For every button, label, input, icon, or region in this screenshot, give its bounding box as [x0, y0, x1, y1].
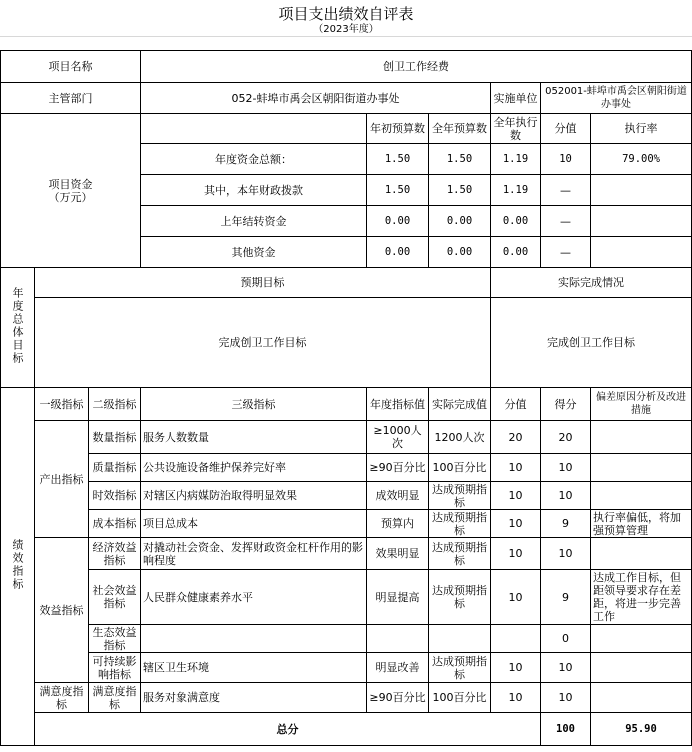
- ind-header-score: 得分: [541, 388, 591, 421]
- funds-header-annual: 全年预算数: [429, 114, 491, 144]
- funds-row-initial: 1.50: [367, 175, 429, 206]
- ind-note: [591, 538, 692, 570]
- ind-score: 10: [541, 454, 591, 482]
- funds-row-initial: 0.00: [367, 237, 429, 268]
- indicators-label-text: 绩效指标: [11, 539, 24, 591]
- empty-grid-row: [0, 36, 692, 51]
- funds-row-name: 上年结转资金: [141, 206, 367, 237]
- ind-note: [591, 653, 692, 683]
- funds-label: [1, 114, 141, 268]
- ind-l3: 项目总成本: [141, 510, 367, 538]
- ind-actual: 100百分比: [429, 454, 491, 482]
- funds-row-executed: 0.00: [491, 237, 541, 268]
- ind-l2: 满意度指标: [89, 683, 141, 713]
- ind-actual: 达成预期指标: [429, 653, 491, 683]
- funds-row-initial: 1.50: [367, 144, 429, 175]
- funds-header-executed: 全年执行数: [491, 114, 541, 144]
- ind-l3: 服务人数数量: [141, 421, 367, 454]
- funds-label-text: 项目资金 （万元）: [48, 177, 93, 204]
- ind-target: 明显改善: [367, 653, 429, 683]
- ind-weight: 20: [491, 421, 541, 454]
- actual-goal-label: 实际完成情况: [491, 268, 692, 298]
- ind-l3: 服务对象满意度: [141, 683, 367, 713]
- ind-header-actual: 实际完成值: [429, 388, 491, 421]
- ind-l1: 产出指标: [35, 421, 89, 538]
- ind-note: [591, 683, 692, 713]
- ind-target: ≥1000人次: [367, 421, 429, 454]
- funds-row-annual: 1.50: [429, 144, 491, 175]
- ind-l2: 可持续影响指标: [89, 653, 141, 683]
- ind-weight: 10: [491, 683, 541, 713]
- ind-l3: 对撬动社会资金、发挥财政资金杠杆作用的影响程度: [141, 538, 367, 570]
- funds-row-annual: 0.00: [429, 206, 491, 237]
- ind-header-l3: 三级指标: [141, 388, 367, 421]
- ind-note: 执行率偏低，将加强预算管理: [591, 510, 692, 538]
- ind-l2: 质量指标: [89, 454, 141, 482]
- ind-l2: 经济效益指标: [89, 538, 141, 570]
- funds-row-annual: 0.00: [429, 237, 491, 268]
- dept-label: 主管部门: [1, 83, 141, 114]
- funds-row-executed: 1.19: [491, 175, 541, 206]
- ind-header-note: 偏差原因分析及改进措施: [591, 388, 692, 421]
- ind-l2: 时效指标: [89, 482, 141, 510]
- ind-l2: 数量指标: [89, 421, 141, 454]
- ind-score: 9: [541, 510, 591, 538]
- funds-row-initial: 0.00: [367, 206, 429, 237]
- ind-actual: 达成预期指标: [429, 570, 491, 625]
- ind-target: ≥90百分比: [367, 454, 429, 482]
- expected-goal-text: 完成创卫工作目标: [35, 298, 491, 388]
- ind-actual: 达成预期指标: [429, 482, 491, 510]
- ind-note: [591, 625, 692, 653]
- ind-weight: [491, 625, 541, 653]
- sheet-year: （2023年度）: [313, 24, 379, 35]
- ind-score: 10: [541, 482, 591, 510]
- funds-row-weight: —: [541, 175, 591, 206]
- funds-header-blank: [141, 114, 367, 144]
- ind-l3: 公共设施设备维护保养完好率: [141, 454, 367, 482]
- ind-score: 10: [541, 653, 591, 683]
- funds-row-weight: —: [541, 206, 591, 237]
- dept-value: 052-蚌埠市禹会区朝阳街道办事处: [141, 83, 491, 114]
- ind-header-weight: 分值: [491, 388, 541, 421]
- ind-score: 20: [541, 421, 591, 454]
- ind-score: 0: [541, 625, 591, 653]
- ind-actual: 达成预期指标: [429, 510, 491, 538]
- ind-actual: 1200人次: [429, 421, 491, 454]
- ind-weight: 10: [491, 510, 541, 538]
- funds-row-weight: 10: [541, 144, 591, 175]
- ind-l3: 人民群众健康素养水平: [141, 570, 367, 625]
- funds-row-annual: 1.50: [429, 175, 491, 206]
- ind-score: 10: [541, 683, 591, 713]
- ind-note: 达成工作目标，但距领导要求存在差距，将进一步完善工作: [591, 570, 692, 625]
- funds-row-rate: [591, 237, 692, 268]
- funds-row-name: 其中，本年财政拨款: [141, 175, 367, 206]
- indicators-label: [1, 388, 35, 746]
- funds-row-rate: [591, 175, 692, 206]
- sheet-title: 项目支出绩效自评表: [278, 5, 414, 23]
- funds-row-executed: 1.19: [491, 144, 541, 175]
- ind-weight: 10: [491, 653, 541, 683]
- funds-row-rate: [591, 206, 692, 237]
- ind-header-l1: 一级指标: [35, 388, 89, 421]
- ind-l3: 辖区卫生环境: [141, 653, 367, 683]
- ind-score: 10: [541, 538, 591, 570]
- ind-target: ≥90百分比: [367, 683, 429, 713]
- ind-target: 预算内: [367, 510, 429, 538]
- ind-l2: 成本指标: [89, 510, 141, 538]
- goals-label-text: 年度总体目标: [11, 287, 24, 365]
- ind-l2: 生态效益指标: [89, 625, 141, 653]
- goals-label: [1, 268, 35, 388]
- total-label: 总分: [35, 713, 541, 746]
- ind-actual: [429, 625, 491, 653]
- ind-weight: 10: [491, 538, 541, 570]
- ind-l3: 对辖区内病媒防治取得明显效果: [141, 482, 367, 510]
- ind-note: [591, 421, 692, 454]
- impl-unit-value: 052001-蚌埠市禹会区朝阳街道办事处: [541, 83, 692, 114]
- funds-header-initial: 年初预算数: [367, 114, 429, 144]
- funds-row-weight: —: [541, 237, 591, 268]
- funds-row-rate: 79.00%: [591, 144, 692, 175]
- ind-note: [591, 482, 692, 510]
- funds-row-name: 其他资金: [141, 237, 367, 268]
- ind-weight: 10: [491, 454, 541, 482]
- evaluation-table: [0, 50, 692, 746]
- total-score: 95.90: [591, 713, 692, 746]
- project-name-label: 项目名称: [1, 51, 141, 83]
- ind-header-target: 年度指标值: [367, 388, 429, 421]
- ind-weight: 10: [491, 482, 541, 510]
- ind-actual: 达成预期指标: [429, 538, 491, 570]
- impl-unit-label: 实施单位: [491, 83, 541, 114]
- ind-score: 9: [541, 570, 591, 625]
- ind-l3: [141, 625, 367, 653]
- actual-goal-text: 完成创卫工作目标: [491, 298, 692, 388]
- ind-actual: 100百分比: [429, 683, 491, 713]
- ind-header-l2: 二级指标: [89, 388, 141, 421]
- ind-l1: 满意度指标: [35, 683, 89, 713]
- funds-row-executed: 0.00: [491, 206, 541, 237]
- total-weight: 100: [541, 713, 591, 746]
- funds-header-weight: 分值: [541, 114, 591, 144]
- ind-target: 成效明显: [367, 482, 429, 510]
- funds-header-rate: 执行率: [591, 114, 692, 144]
- ind-l1: 效益指标: [35, 538, 89, 683]
- ind-weight: 10: [491, 570, 541, 625]
- expected-goal-label: 预期目标: [35, 268, 491, 298]
- ind-l2: 社会效益指标: [89, 570, 141, 625]
- ind-target: [367, 625, 429, 653]
- ind-target: 明显提高: [367, 570, 429, 625]
- funds-row-name: 年度资金总额：: [141, 144, 367, 175]
- project-name-value: 创卫工作经费: [141, 51, 692, 83]
- ind-target: 效果明显: [367, 538, 429, 570]
- ind-note: [591, 454, 692, 482]
